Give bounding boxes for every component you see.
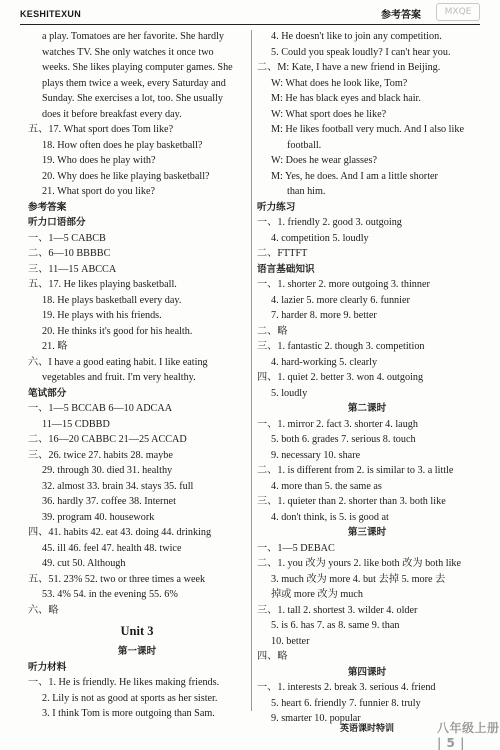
answer-line: 18. How often does he play basketball? (42, 139, 203, 151)
answer-line: 9. smarter 10. popular (271, 713, 361, 724)
right-column (257, 29, 477, 727)
column-divider (251, 30, 252, 711)
answer-line: 五、51. 23% 52. two or three times a week (28, 573, 206, 585)
answer-line: 5. both 6. grades 7. serious 8. touch (271, 434, 416, 445)
section-heading: 第四课时 (347, 666, 387, 678)
section-heading: 第三课时 (347, 527, 387, 538)
answer-line: 19. Who does he play with? (42, 155, 156, 166)
answer-line: 4. lazier 5. more clearly 6. funnier (271, 294, 410, 306)
answer-line: 32. almost 33. brain 34. stays 35. full (42, 480, 194, 492)
answer-line: 三、1. fantastic 2. though 3. competition (257, 341, 425, 352)
answer-line: 53. 4% 54. in the evening 55. 6% (42, 589, 178, 600)
answer-line: 三、1. tall 2. shortest 3. wilder 4. older (257, 604, 418, 616)
answer-line: 一、1. shorter 2. more outgoing 3. thinner (257, 279, 430, 290)
answer-line: 二、6—10 BBBBC (28, 248, 111, 259)
answer-line: 5. Could you speak loudly? I can't hear you. (271, 46, 451, 58)
answer-line: 18. He plays basketball every day. (42, 294, 182, 306)
section-heading: 听力练习 (257, 201, 296, 213)
answer-line: plays them twice a week, every Saturday and (42, 77, 226, 89)
answer-line: 二、M: Kate, I have a new friend in Beijing. (257, 62, 441, 73)
answer-line: vegetables and fruit. I'm very healthy. (42, 372, 196, 383)
answer-line: Sunday. She exercises a lot, too. She usually (42, 93, 223, 104)
answer-line: 29. through 30. died 31. healthy (42, 465, 173, 476)
answer-line: M: Yes, he does. And I am a little shorter (271, 170, 438, 182)
answer-line: W: What sport does he like? (271, 108, 387, 120)
answer-line: 4. more than 5. the same as (271, 480, 382, 492)
answer-line: 21. What sport do you like? (42, 186, 155, 197)
answer-line: 五、17. What sport does Tom like? (28, 124, 174, 135)
answer-line: 5. is 6. has 7. as 8. same 9. than (271, 620, 400, 631)
answer-line: 36. hardly 37. coffee 38. Internet (42, 496, 176, 507)
brand-label: KESHITEXUN (20, 9, 82, 19)
answer-line: 10. better (271, 635, 310, 647)
answer-line: 三、26. twice 27. habits 28. maybe (28, 449, 173, 461)
book-title: 英语课时特训 (340, 724, 395, 734)
section-heading: 听力材料 (28, 661, 67, 673)
answer-line: 六、I have a good eating habit. I like eating (28, 356, 208, 368)
answer-line: W: What does he look like, Tom? (271, 77, 408, 89)
answer-line: 一、1. mirror 2. fact 3. shorter 4. laugh (257, 418, 418, 430)
answer-line: 二、1. is different from 2. is similar to 3. a little (257, 465, 454, 476)
section-heading: 参考答案 (28, 201, 67, 213)
section-heading: 听力口语部分 (28, 217, 86, 228)
section-heading: 语言基础知识 (257, 263, 315, 275)
answer-line: W: Does he wear glasses? (271, 155, 377, 166)
header-rule (20, 24, 480, 25)
answer-line: 7. harder 8. more 9. better (271, 310, 377, 321)
answer-line: 5. loudly (271, 387, 308, 399)
answer-line: 4. He doesn't like to join any competition. (271, 31, 442, 42)
watermark-logo: MXQE (436, 3, 480, 21)
left-column (28, 29, 246, 722)
section-heading: 第一课时 (117, 646, 157, 657)
answer-line: 四、略 (257, 651, 288, 662)
answer-line: watches TV. She only watches it once two (42, 46, 214, 58)
answer-line: 5. heart 6. friendly 7. funnier 8. truly (271, 697, 421, 709)
answer-line: 一、1—5 BCCAB 6—10 ADCAA (28, 403, 173, 414)
answer-line: football. (287, 139, 322, 151)
answer-line: 9. necessary 10. share (271, 449, 361, 461)
answer-line: 4. competition 5. loudly (271, 232, 369, 244)
answer-line: 49. cut 50. Although (42, 558, 126, 569)
page-title: 参考答案 (381, 10, 421, 21)
answer-line: 四、1. quiet 2. better 3. won 4. outgoing (257, 372, 424, 383)
answer-line: 二、略 (257, 325, 288, 337)
answer-line: 45. ill 46. feel 47. health 48. twice (42, 542, 182, 554)
answer-line: 四、41. habits 42. eat 43. doing 44. drinking (28, 527, 212, 538)
answer-line: 二、16—20 CABBC 21—25 ACCAD (28, 434, 187, 445)
answer-line: 一、1. He is friendly. He likes making friends. (28, 677, 220, 688)
page-mark: 八年级上册 | 5 | (437, 721, 500, 750)
answer-line: 二、1. you 改为 yours 2. like both 改为 both like (257, 558, 462, 569)
answer-line: M: He has black eyes and black hair. (271, 93, 421, 104)
section-heading: 第二课时 (347, 403, 387, 414)
answer-line: 一、1. friendly 2. good 3. outgoing (257, 217, 402, 228)
answer-line: 21. 略 (42, 341, 68, 352)
answer-line: 三、1. quieter than 2. shorter than 3. both like (257, 496, 446, 507)
answer-line: 六、略 (28, 604, 59, 616)
answer-line: 一、1—5 DEBAC (257, 542, 335, 554)
answer-line: 11—15 CDBBD (42, 418, 110, 430)
answer-line: 掉或 more 改为 much (271, 589, 363, 600)
answer-line: 4. don't think, is 5. is good at (271, 511, 389, 523)
section-heading: 笔试部分 (28, 387, 67, 399)
answer-line: 39. program 40. housework (42, 511, 155, 523)
answer-line: 20. Why does he like playing basketball? (42, 170, 210, 182)
section-heading: Unit 3 (120, 624, 154, 638)
answer-line: 3. much 改为 more 4. but 去掉 5. more 去 (271, 573, 446, 585)
answer-line: 19. He plays with his friends. (42, 310, 162, 321)
answer-line: 2. Lily is not as good at sports as her sister. (42, 692, 218, 704)
answer-line: 3. I think Tom is more outgoing than Sam. (42, 708, 215, 719)
answer-line: M: He likes football very much. And I also like (271, 124, 464, 135)
answer-line: 一、1. interests 2. break 3. serious 4. friend (257, 682, 436, 693)
answer-line: 五、17. He likes playing basketball. (28, 279, 177, 290)
answer-line: weeks. She likes playing computer games. She (42, 62, 233, 73)
answer-line: does it before breakfast every day. (42, 108, 182, 120)
answer-line: 4. hard-working 5. clearly (271, 356, 378, 368)
answer-line: 20. He thinks it's good for his health. (42, 325, 193, 337)
answer-line: 一、1—5 CABCB (28, 232, 106, 244)
answer-line: than him. (287, 186, 326, 197)
answer-line: 三、11—15 ABCCA (28, 263, 117, 275)
answer-line: 二、FTTFT (257, 248, 308, 259)
answer-line: a play. Tomatoes are her favorite. She hardly (42, 31, 225, 42)
